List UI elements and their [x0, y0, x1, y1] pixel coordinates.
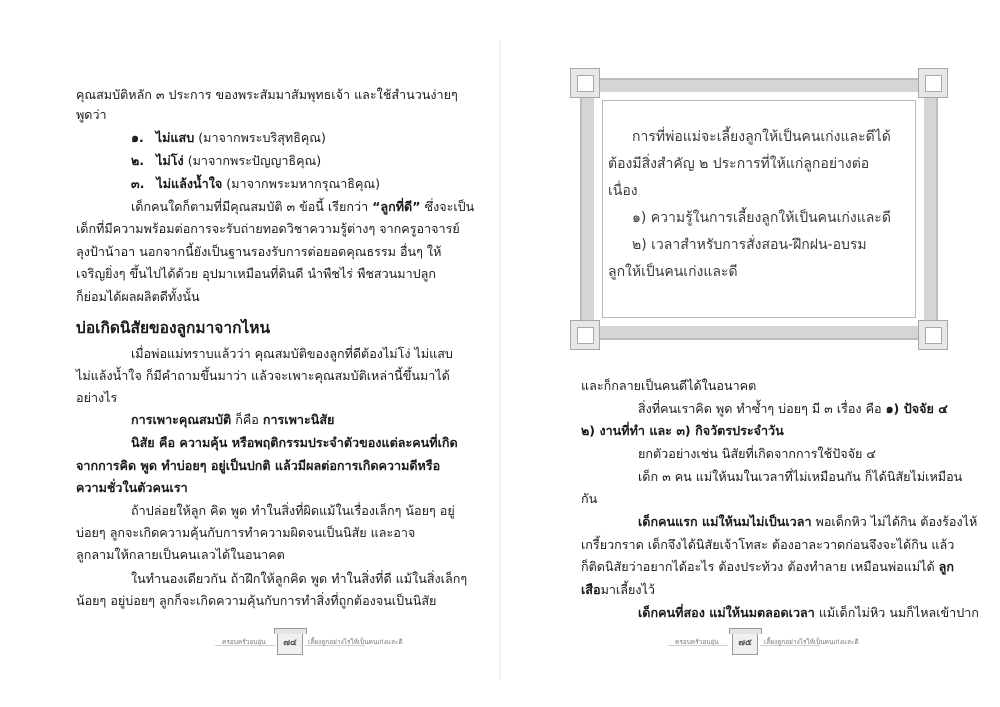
frame-text-line: ลูกให้เป็นคนเก่งและดี [608, 264, 738, 280]
paragraph-line: เด็กคนแรก แม่ให้นมไม่เป็นเวลา พอเด็กหิว ไม่ได้กิน ต้องร้องไห้ [638, 514, 978, 529]
frame-corner-ornament [918, 320, 948, 350]
paragraph-line: การเพาะคุณสมบัติ ก็คือ การเพาะนิสัย [131, 412, 335, 427]
paragraph-line: เด็กคนที่สอง แม่ให้นมตลอดเวลา แม้เด็กไม่หิว นมก็ไหลเข้าปาก [638, 605, 979, 620]
list-item: ๑. ไม่แสบ (มาจากพระบริสุทธิคุณ) [131, 130, 326, 145]
paragraph-line: ในทำนองเดียวกัน ถ้าฝึกให้ลูกคิด พูด ทำในสิ่งที่ดี แม้ในสิ่งเล็กๆ [131, 571, 468, 586]
list-item: ๒. ไม่โง่ (มาจากพระปัญญาธิคุณ) [131, 153, 322, 168]
frame-corner-ornament [570, 320, 600, 350]
paragraph-line: เกรี้ยวกราด เด็กจึงได้นิสัยเจ้าโทสะ ต้องอาละวาดก่อนจึงจะได้กิน แล้ว [581, 537, 955, 552]
footer-book-title: ครอบครัวอบอุ่น [675, 638, 719, 646]
paragraph-line: สิ่งที่คนเราคิด พูด ทำซ้ำๆ บ่อยๆ มี ๓ เรื่อง คือ ๑) ปัจจัย ๔ [638, 401, 948, 416]
frame-list-item: ๑) ความรู้ในการเลี้ยงลูกให้เป็นคนเก่งและดี [632, 210, 891, 226]
paragraph-line: เด็กคนใดก็ตามที่มีคุณสมบัติ ๓ ข้อนี้ เรียกว่า “ลูกที่ดี” ซึ่งจะเป็น [131, 199, 475, 214]
definition-line: ความชั่วในตัวคนเรา [76, 480, 188, 495]
paragraph-line: คุณสมบัติหลัก ๓ ประการ ของพระสัมมาสัมพุทธเจ้า และใช้สำนวนง่ายๆ [76, 87, 458, 102]
paragraph-line: ลูกลามให้กลายเป็นคนเลวได้ในอนาคต [76, 547, 285, 562]
frame-text-line: การที่พ่อแม่จะเลี้ยงลูกให้เป็นคนเก่งและดีได้ [632, 129, 891, 145]
frame-text-line: ต้องมีสิ่งสำคัญ ๒ ประการที่ให้แก่ลูกอย่างต่อ [608, 156, 870, 172]
paragraph-line: บ่อยๆ ลูกจะเกิดความคุ้นกับการทำความผิดจนเป็นนิสัย และอาจ [76, 525, 416, 540]
footer-book-title: ครอบครัวอบอุ่น [222, 638, 266, 646]
paragraph-line: และก็กลายเป็นคนดีได้ในอนาคต [581, 378, 757, 393]
paragraph-line: เสือมาเลี้ยงไว้ [581, 582, 655, 597]
paragraph-line: ก็ติดนิสัยว่าอยากได้อะไร ต้องประท้วง ต้องทำลาย เหมือนพ่อแม่ได้ ลูก [581, 559, 954, 574]
paragraph-line: ถ้าปล่อยให้ลูก คิด พูด ทำในสิ่งที่ผิดแม้ในเรื่องเล็กๆ น้อยๆ อยู่ [131, 503, 455, 518]
paragraph-line: น้อยๆ อยู่บ่อยๆ ลูกก็จะเกิดความคุ้นกับการทำสิ่งที่ถูกต้องจนเป็นนิสัย [76, 593, 437, 608]
definition-line: นิสัย คือ ความคุ้น หรือพฤติกรรมประจำตัวของแต่ละคนที่เกิด [131, 435, 458, 450]
list-item: ๓. ไม่แล้งน้ำใจ (มาจากพระมหากรุณาธิคุณ) [131, 176, 381, 191]
frame-corner-ornament [570, 68, 600, 98]
paragraph-line: พูดว่า [76, 107, 107, 122]
paragraph-line: กัน [581, 491, 598, 506]
paragraph-line: ก็ย่อมได้ผลผลิตดีทั้งนั้น [76, 289, 200, 304]
paragraph-line: ๒) งานที่ทำ และ ๓) กิจวัตรประจำวัน [581, 423, 784, 438]
section-heading: บ่อเกิดนิสัยของลูกมาจากไหน [76, 319, 271, 337]
paragraph-line: อย่างไร [76, 390, 118, 405]
definition-line: จากการคิด พูด ทำบ่อยๆ อยู่เป็นปกติ แล้วมีผลต่อการเกิดความดีหรือ [76, 458, 441, 473]
frame-corner-ornament [918, 68, 948, 98]
paragraph-line: เด็กที่มีความพร้อมต่อการจะรับถ่ายทอดวิชาความรู้ต่างๆ จากครูอาจารย์ [76, 221, 460, 236]
page-number: ๗๔ [277, 633, 303, 655]
paragraph-line: เจริญยิ่งๆ ขึ้นไปได้ด้วย อุปมาเหมือนที่ดินดี นำพืชไร่ พืชสวนมาปลูก [76, 266, 437, 281]
footer-chapter-title: เลี้ยงลูกอย่างไรให้เป็นคนเก่งและดี [308, 638, 403, 646]
page-gutter [499, 40, 501, 680]
paragraph-line: ยกตัวอย่างเช่น นิสัยที่เกิดจากการใช้ปัจจัย ๔ [638, 446, 876, 461]
page-number: ๗๕ [732, 633, 758, 655]
paragraph-line: ลุงป้าน้าอา นอกจากนี้ยังเป็นฐานรองรับการต่อยอดคุณธรรม อื่นๆ ให้ [76, 244, 442, 259]
frame-list-item: ๒) เวลาสำหรับการสั่งสอน-ฝึกฝน-อบรม [632, 237, 867, 253]
paragraph-line: เด็ก ๓ คน แม่ให้นมในเวลาที่ไม่เหมือนกัน ก็ได้นิสัยไม่เหมือน [638, 469, 963, 484]
paragraph-line: เมื่อพ่อแม่ทราบแล้วว่า คุณสมบัติของลูกที่ดีต้องไม่โง่ ไม่แสบ [131, 346, 453, 361]
frame-text-line: เนื่อง [608, 183, 638, 199]
footer-chapter-title: เลี้ยงลูกอย่างไรให้เป็นคนเก่งและดี [764, 638, 859, 646]
paragraph-line: ไม่แล้งน้ำใจ ก็มีคำถามขึ้นมาว่า แล้วจะเพาะคุณสมบัติเหล่านี้ขึ้นมาได้ [76, 368, 450, 383]
